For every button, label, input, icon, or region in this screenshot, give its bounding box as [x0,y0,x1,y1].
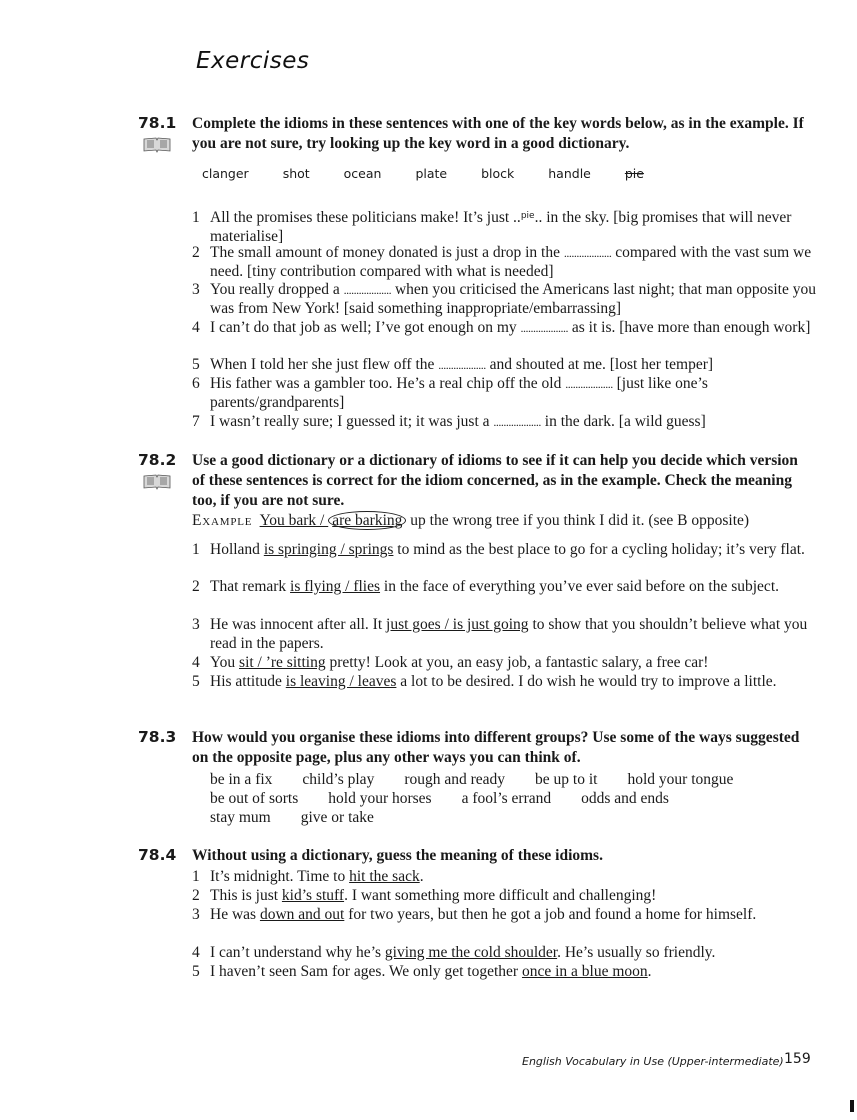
exercise-number: 78.4 [138,846,177,864]
idiom-row [210,789,699,808]
list-item: 4 I can’t do that job as well; I’ve got enough on my ................... as it is. [have more than enough work] [192,319,811,336]
list-item: 3 You really dropped a ................... when you criticised the Americans last night; that man opposite you was from New York! [said something inappropriate/embarrassing] [192,281,816,317]
list-item: 1 It’s midnight. Time to hit the sack. [192,868,424,885]
answer-blank: ................... [565,377,613,391]
key-word: shot [282,166,310,181]
list-item: 7 I wasn’t really sure; I guessed it; it was just a ................... in the dark. [a wild guess] [192,413,706,430]
example-label: Example [192,512,253,529]
dictionary-icon [142,136,172,154]
example-sentence: Example You bark / are barking up the wrong tree if you think I did it. (see B opposite) [192,512,750,529]
key-word: handle [548,166,591,181]
exercise-number: 78.2 [138,451,177,469]
list-item: 2 That remark is flying / flies in the face of everything you’ve ever said before on the subject. [192,578,779,595]
idiom-row [210,770,763,789]
list-item: 6 His father was a gambler too. He’s a real chip off the old ................... [just like one’s parents/grandparents] [192,375,708,411]
answer-blank: ................... [343,283,392,297]
example-answer: pie [520,211,535,221]
idiom: child’s play [302,771,375,788]
exercise-instruction: Without using a dictionary, guess the meaning of these idioms. [192,847,603,864]
key-word: clanger [202,166,249,181]
list-item: 3 He was innocent after all. It just goes / is just going to show that you shouldn’t believe what you read in the papers. [192,616,808,652]
idiom: hold your tongue [627,771,734,788]
page-title: Exercises [196,48,310,74]
idiom-row [210,808,404,827]
list-item: 3 He was down and out for two years, but then he got a job and found a home for himself. [192,906,757,923]
idiom: a fool’s errand [461,790,552,807]
key-word: block [481,166,515,181]
exercise-number: 78.1 [138,114,177,132]
idiom: give or take [300,809,374,826]
key-word-crossed-out: pie [624,166,644,181]
list-item: 4 I can’t understand why he’s giving me the cold shoulder. He’s usually so friendly. [192,944,716,961]
book-title-footer: English Vocabulary in Use (Upper-intermediate) [522,1055,784,1068]
idiom: be out of sorts [210,790,299,807]
idiom: hold your horses [328,790,432,807]
idiom: be up to it [535,771,598,788]
answer-blank: ................... [520,321,569,335]
list-item: 2 This is just kid’s stuff. I want something more difficult and challenging! [192,887,657,904]
idiom: stay mum [210,809,271,826]
key-word: ocean [343,166,382,181]
list-item: 2 The small amount of money donated is just a drop in the ................... compared with the vast sum we need. [tiny contribution compared with what is needed] [192,244,812,280]
list-item: 1 All the promises these politicians make! It’s just ..$^{pie}$.. in the sky. [big promises that will never materialise] [192,209,792,245]
edge-mark [850,1100,854,1112]
dictionary-icon [142,473,172,491]
key-word: plate [415,166,448,181]
key-words [202,166,674,181]
page-number: 159 [784,1051,811,1067]
list-item: 5 I haven’t seen Sam for ages. We only get together once in a blue moon. [192,963,652,980]
list-item: 1 Holland is springing / springs to mind as the best place to go for a cycling holiday; it’s very flat. [192,541,805,558]
idiom: rough and ready [404,771,506,788]
exercise-instruction: How would you organise these idioms into different groups? Use some of the ways suggested on the opposite page, plus any other ways you can think of. [192,729,800,766]
idiom: be in a fix [210,771,273,788]
answer-blank: ................... [493,415,541,429]
exercise-instruction: Complete the idioms in these sentences with one of the key words below, as in the example. If you are not sure, try looking up the key word in a good dictionary. [192,115,804,152]
answer-blank: ................... [563,246,612,260]
idiom: odds and ends [581,790,669,807]
list-item: 5 His attitude is leaving / leaves a lot to be desired. I do wish he would try to improve a little. [192,673,777,690]
list-item: 5 When I told her she just flew off the ................... and shouted at me. [lost her temper] [192,356,714,373]
exercise-number: 78.3 [138,728,177,746]
circled-answer: are barking [328,511,406,530]
answer-blank: ................... [438,358,486,372]
exercise-instruction: Use a good dictionary or a dictionary of idioms to see if it can help you decide which version of these sentences is correct for the idiom concerned, as in the example. Check the meaning too, if you are not sure. [192,452,798,509]
list-item: 4 You sit / ’re sitting pretty! Look at you, an easy job, a fantastic salary, a free car! [192,654,709,671]
